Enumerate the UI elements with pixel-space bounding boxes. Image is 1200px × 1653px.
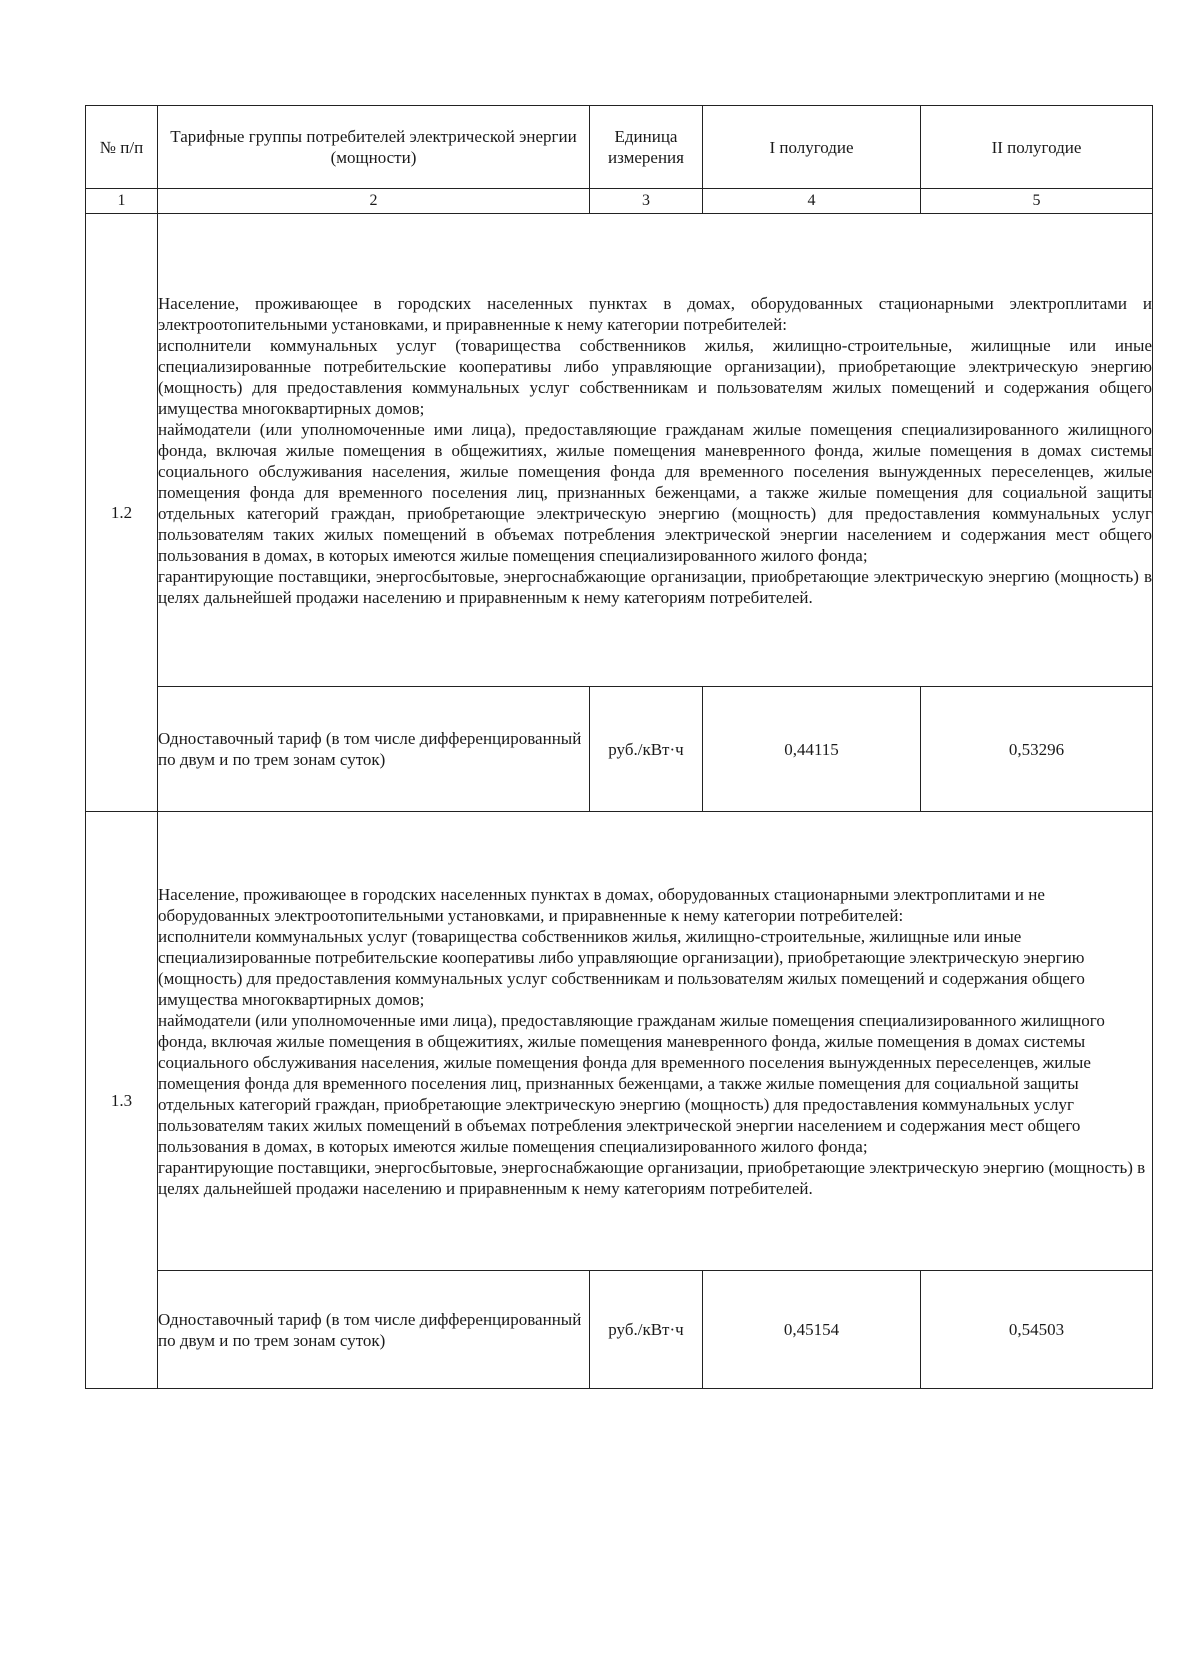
column-index-row xyxy=(86,189,1153,214)
description-paragraph: наймодатели (или уполномоченные ими лица), предоставляющие гражданам жилые помещения специализированного жилищного фонда, включая жилые помещения в общежитиях, жилые помещения маневренного фонда, жилые помещения в домах системы социального обслуживания населения, жилые помещения фонда для временного поселения вынужденных переселенцев, жилые помещения фонда для временного поселения лиц, признанных беженцами, а также жилые помещения для социальной защиты отдельных категорий граждан, приобретающие электрическую энергию (мощность) для предоставления коммунальных услуг пользователям таких жилых помещений в объемах потребления электрической энергии населением и содержания мест общего пользования в домах, в которых имеются жилые помещения специализированного жилого фонда; xyxy=(158,1010,1105,1156)
header-unit: Единица измерения xyxy=(590,106,703,189)
unit-cell: руб./кВт·ч xyxy=(590,687,703,812)
description-paragraph: исполнители коммунальных услуг (товарищества собственников жилья, жилищно-строительные, жилищные или иные специализированные потребительские кооперативы либо управляющие организации), приобретающие электрическую энергию (мощность) для предоставления коммунальных услуг собственникам и пользователям жилых помещений и содержания общего имущества многоквартирных домов; xyxy=(158,926,1085,1009)
description-paragraph: Население, проживающее в городских населенных пунктах в домах, оборудованных стационарными электроплитами и электроотопительными установками, и приравненные к нему категории потребителей: xyxy=(158,293,1152,334)
consumer-group-description xyxy=(158,812,1153,1271)
table-row xyxy=(86,214,1153,687)
value-half-1: 0,45154 xyxy=(703,1271,921,1389)
header-row xyxy=(86,106,1153,189)
table-row xyxy=(86,812,1153,1271)
value-half-2: 0,53296 xyxy=(921,687,1153,812)
column-index: 4 xyxy=(703,189,921,214)
column-index: 1 xyxy=(86,189,158,214)
value-half-2: 0,54503 xyxy=(921,1271,1153,1389)
column-index: 3 xyxy=(590,189,703,214)
column-index: 2 xyxy=(158,189,590,214)
header-group: Тарифные группы потребителей электрической энергии (мощности) xyxy=(158,106,590,189)
table-row xyxy=(86,687,1153,812)
tariff-table xyxy=(85,105,1153,1389)
column-index: 5 xyxy=(921,189,1153,214)
description-paragraph: наймодатели (или уполномоченные ими лица), предоставляющие гражданам жилые помещения специализированного жилищного фонда, включая жилые помещения в общежитиях, жилые помещения маневренного фонда, жилые помещения в домах системы социального обслуживания населения, жилые помещения фонда для временного поселения вынужденных переселенцев, жилые помещения фонда для временного поселения лиц, признанных беженцами, а также жилые помещения для социальной защиты отдельных категорий граждан, приобретающие электрическую энергию (мощность) для предоставления коммунальных услуг пользователям таких жилых помещений в объемах потребления электрической энергии населением и содержания мест общего пользования в домах, в которых имеются жилые помещения специализированного жилого фонда; xyxy=(158,419,1152,565)
header-half-2: II полугодие xyxy=(921,106,1153,189)
tariff-label: Одноставочный тариф (в том числе дифференцированный по двум и по трем зонам суток) xyxy=(158,1271,590,1389)
unit-cell: руб./кВт·ч xyxy=(590,1271,703,1389)
tariff-label: Одноставочный тариф (в том числе дифференцированный по двум и по трем зонам суток) xyxy=(158,687,590,812)
description-paragraph: гарантирующие поставщики, энергосбытовые, энергоснабжающие организации, приобретающие электрическую энергию (мощность) в целях дальнейшей продажи населению и приравненным к нему категориям потребителей. xyxy=(158,1157,1146,1198)
description-paragraph: исполнители коммунальных услуг (товарищества собственников жилья, жилищно-строительные, жилищные или иные специализированные потребительские кооперативы либо управляющие организации), приобретающие электрическую энергию (мощность) для предоставления коммунальных услуг собственникам и пользователям жилых помещений и содержания общего имущества многоквартирных домов; xyxy=(158,335,1152,418)
row-number: 1.2 xyxy=(86,214,158,812)
description-paragraph: гарантирующие поставщики, энергосбытовые, энергоснабжающие организации, приобретающие электрическую энергию (мощность) в целях дальнейшей продажи населению и приравненным к нему категориям потребителей. xyxy=(158,566,1152,607)
row-number: 1.3 xyxy=(86,812,158,1389)
description-paragraph: Население, проживающее в городских населенных пунктах в домах, оборудованных стационарными электроплитами и не оборудованных электроотопительными установками, и приравненные к нему категории потребителей: xyxy=(158,884,1045,925)
header-half-1: I полугодие xyxy=(703,106,921,189)
header-num: № п/п xyxy=(86,106,158,189)
value-half-1: 0,44115 xyxy=(703,687,921,812)
table-row xyxy=(86,1271,1153,1389)
consumer-group-description xyxy=(158,214,1153,687)
